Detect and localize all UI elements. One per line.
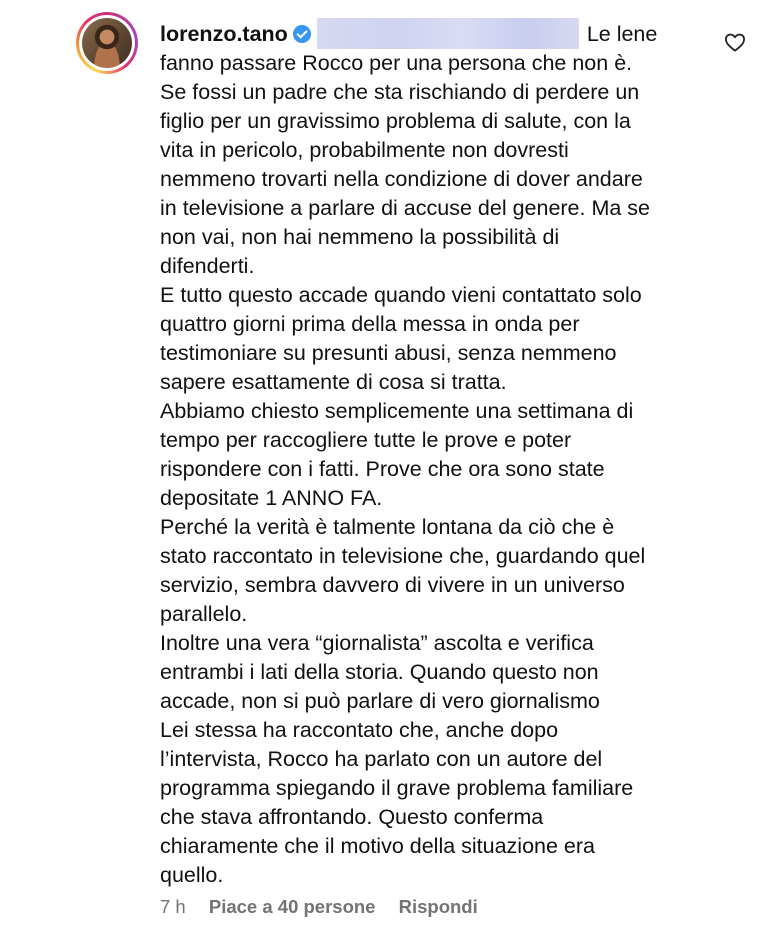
comment-line: fanno passare Rocco per una persona che non è. bbox=[160, 51, 633, 75]
comment-line: nemmeno trovarti nella condizione di dover andare bbox=[160, 167, 643, 191]
comment-line: sapere esattamente di cosa si tratta. bbox=[160, 370, 507, 394]
comment-line: rispondere con i fatti. Prove che ora sono state bbox=[160, 457, 605, 481]
comment-line: Lei stessa ha raccontato che, anche dopo bbox=[160, 718, 559, 742]
comment-line: accade, non si può parlare di vero giornalismo bbox=[160, 689, 600, 713]
comment-line: difenderti. bbox=[160, 254, 255, 278]
likes-count-link[interactable]: Piace a 40 persone bbox=[208, 896, 376, 917]
comment-first-line bbox=[160, 18, 710, 49]
comment-line: figlio per un gravissimo problema di salute, con la bbox=[160, 109, 631, 133]
reply-button[interactable]: Rispondi bbox=[398, 896, 478, 917]
comment-line: non vai, non hai nemmeno la possibilità di bbox=[160, 225, 560, 249]
comment-line: parallelo. bbox=[160, 602, 248, 626]
comment-line: l’intervista, Rocco ha parlato con un autore del bbox=[160, 747, 603, 771]
comment-line: testimoniare su presunti abusi, senza nemmeno bbox=[160, 341, 617, 365]
avatar[interactable] bbox=[76, 12, 138, 74]
comment-line: che stava affrontando. Questo conferma bbox=[160, 805, 544, 829]
comment-line: Perché la verità è talmente lontana da ciò che è bbox=[160, 515, 615, 539]
heart-outline-icon[interactable] bbox=[724, 32, 746, 52]
comment-line: Se fossi un padre che sta rischiando di perdere un bbox=[160, 80, 640, 104]
comment-line: quattro giorni prima della messa in onda per bbox=[160, 312, 580, 336]
avatar-story-ring bbox=[79, 15, 135, 71]
timestamp[interactable]: 7 h bbox=[160, 896, 186, 917]
comment-line: depositate 1 ANNO FA. bbox=[160, 486, 383, 510]
comment-line: chiaramente che il motivo della situazione era bbox=[160, 834, 596, 858]
comment-text-start: Le lene bbox=[586, 22, 658, 46]
comment-line: tempo per raccogliere tutte le prove e poter bbox=[160, 428, 572, 452]
comment-line: vita in pericolo, probabilmente non dovresti bbox=[160, 138, 569, 162]
comment-line: Abbiamo chiesto semplicemente una settimana di bbox=[160, 399, 634, 423]
comment-line: in televisione a parlare di accuse del genere. Ma se bbox=[160, 196, 651, 220]
comment-line: E tutto questo accade quando vieni contattato solo bbox=[160, 283, 642, 307]
redacted-mention bbox=[317, 18, 579, 49]
comment-line: Inoltre una vera “giornalista” ascolta e verifica bbox=[160, 631, 594, 655]
comment-body bbox=[160, 18, 710, 890]
comment-line: entrambi i lati della storia. Quando questo non bbox=[160, 660, 599, 684]
comment-footer bbox=[160, 896, 496, 918]
profile-photo bbox=[82, 18, 132, 68]
verified-badge-icon bbox=[293, 25, 311, 43]
comment-line: quello. bbox=[160, 863, 224, 887]
username-link[interactable]: lorenzo.tano bbox=[160, 22, 288, 46]
comment-line: stato raccontato in televisione che, guardando quel bbox=[160, 544, 646, 568]
comment-line: programma spiegando il grave problema familiare bbox=[160, 776, 634, 800]
comment-line: servizio, sembra davvero di vivere in un universo bbox=[160, 573, 625, 597]
